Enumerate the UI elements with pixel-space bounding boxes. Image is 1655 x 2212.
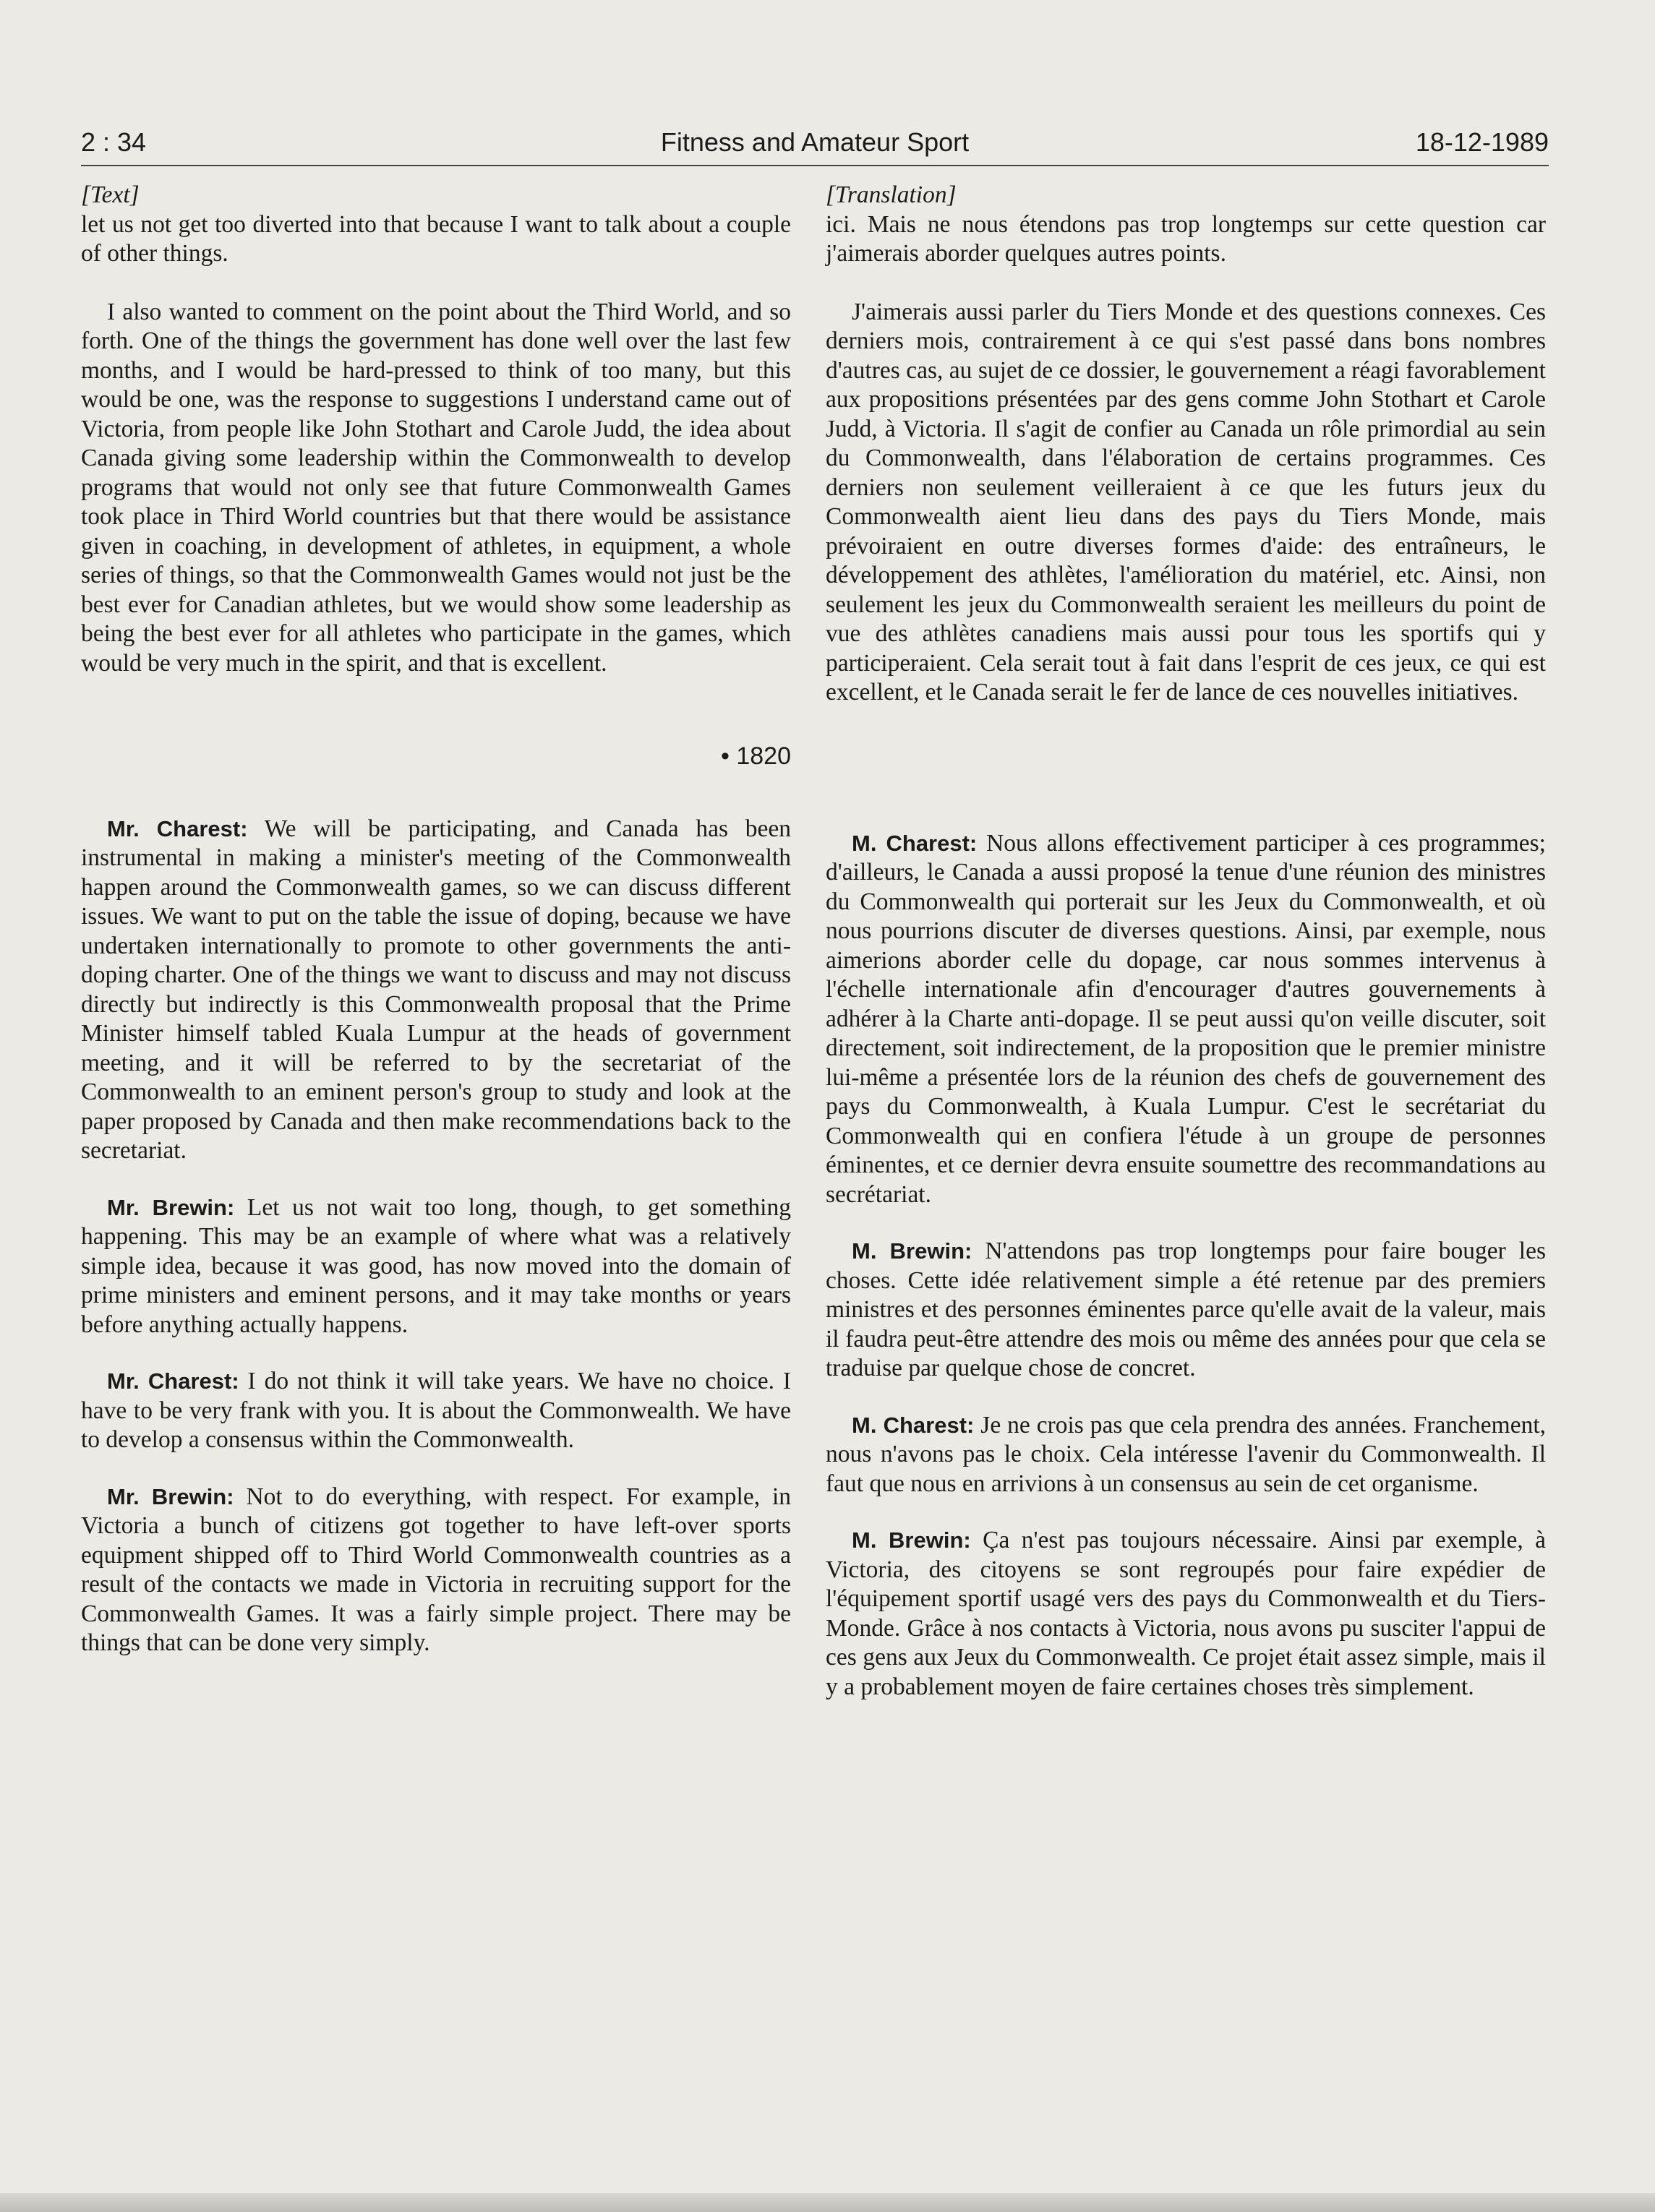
speech-charest-2 [81,1367,791,1455]
speech-text: We will be participating, and Canada has been instrumental in making a minister's meeting of the Commonwealth happen around the Commonwealth games, so we can discuss different issues. We want to put on the table the issue of doping, because we have undertaken internationally to promote to other governments the anti-doping charter. One of the things we want to discuss and may not discuss directly but indirectly is this Commonwealth proposal that the Prime Minister himself tabled Kuala Lumpur at the heads of government meeting, and it will be referred to by the secretariat of the Commonwealth to an eminent person's group to study and look at the paper proposed by Canada and then make recommendations back to the secretariat. [81,815,791,1164]
speaker-name: M. Brewin: [852,1527,971,1553]
continued-paragraph: ici. Mais ne nous étendons pas trop longtemps sur cette question car j'aimerais aborder quelques autres points. [826,210,1546,267]
header-rule [81,165,1549,166]
speech-text: Let us not wait too long, though, to get something happening. This may be an example of where what was a relatively simple idea, because it was good, has now moved into the domain of prime ministers and eminent persons, and it may take months or years before anything actually happens. [81,1193,791,1338]
header-date: 18-12-1989 [1415,127,1549,157]
speaker-name: M. Charest: [852,830,978,856]
speech-brewin-2 [81,1483,791,1658]
speaker-name: M. Brewin: [852,1238,972,1264]
speech-text: Not to do everything, with respect. For example, in Victoria a bunch of citizens got together to have left-over sports equipment shipped off to Third World Commonwealth countries as a result of the contacts we made in Victoria in recruiting support for the Commonwealth Games. It was a fairly simple project. There may be things that can be done very simply. [81,1483,791,1656]
french-column [826,181,1546,1729]
speech-charest-1 [826,829,1546,1210]
speech-text: Nous allons effectivement participer à ces programmes; d'ailleurs, le Canada a aussi proposé la tenue d'une réunion des ministres du Commonwealth qui porterait sur les Jeux du Commonwealth, et où nous pourrions discuter de diverses questions. Ainsi, par exemple, nous aimerions aborder celle du dopage, car nous sommes intervenus à l'échelle internationale afin d'encourager d'autres gouvernements à adhérer à la Charte anti-dopage. Il se peut aussi qu'on veille discuter, soit directement, soit indirectement, de la proposition que le premier ministre lui-même a présentée lors de la réunion des chefs de gouvernement des pays du Commonwealth, à Kuala Lumpur. C'est le secrétariat du Commonwealth qui en confiera l'étude à un groupe de personnes éminentes, et ce dernier devra ensuite soumettre des recommandations au secrétariat. [826,829,1546,1208]
third-world-paragraph: I also wanted to comment on the point about the Third World, and so forth. One of the things the government has done well over the last few months, and I would be hard-pressed to think of too many, but this would be one, was the response to suggestions I understand came out of Victoria, from people like John Stothart and Carole Judd, the idea about Canada giving some leadership within the Commonwealth to develop programs that would not only see that future Commonwealth Games took place in Third World countries but that there would be assistance given in coaching, in development of athletes, in equipment, a whole series of things, so that the Commonwealth Games would not just be the best ever for Canadian athletes, but we would show some leadership as being the best ever for all athletes who participate in the games, which would be very much in the spirit, and that is excellent. [81,298,791,677]
speaker-name: M. Charest: [852,1412,975,1438]
page-number: 2 : 34 [81,127,147,157]
continued-paragraph: let us not get too diverted into that because I want to talk about a couple of other things. [81,210,791,267]
speech-text: Ça n'est pas toujours nécessaire. Ainsi par exemple, à Victoria, des citoyens se sont regroupés pour faire expédier de l'équipement sportif usagé vers des pays du Commonwealth et du Tiers-Monde. Grâce à nos contacts à Victoria, nous avons pu susciter l'appui de ces gens aux Jeux du Commonwealth. Ce projet était assez simple, mais il y a probablement moyen de faire certaines choses très simplement. [826,1527,1546,1700]
text-label: [Text] [81,181,140,208]
speech-brewin-2 [826,1526,1546,1702]
speech-text: Je ne crois pas que cela prendra des années. Franchement, nous n'avons pas le choix. Cela intéresse l'avenir du Commonwealth. Il faut que nous en arrivions à un consensus au sein de cet organisme. [826,1411,1547,1497]
speech-brewin-1 [81,1193,791,1340]
speaker-name: Mr. Brewin: [107,1483,234,1509]
speaker-name: Mr. Charest: [107,815,248,841]
speaker-name: Mr. Brewin: [107,1194,235,1220]
tiers-monde-paragraph: J'aimerais aussi parler du Tiers Monde et des questions connexes. Ces derniers mois, contrairement à ce qui s'est passé dans bons nombres d'autres cas, au sujet de ce dossier, le gouvernement a réagi favorablement aux propositions présentées par des gens comme John Stothart et Carole Judd, à Victoria. Il s'agit de confier au Canada un rôle primordial au sein du Commonwealth, dans l'élaboration de certains programmes. Ces derniers non seulement veilleraient à ce que les futurs jeux du Commonwealth aient lieu dans des pays du Tiers Monde, mais prévoiraient en outre diverses formes d'aide: des entraîneurs, le développement des athlètes, l'amélioration du matériel, etc. Ainsi, non seulement les jeux du Commonwealth seraient les meilleurs du point de vue des athlètes canadiens mais aussi pour tous les sportifs qui y participeraient. Cela serait tout à fait dans l'esprit de ces jeux, ce qui est excellent, et le Canada serait le fer de lance de ces nouvelles initiatives. [826,298,1546,706]
english-column [81,181,791,1686]
speaker-name: Mr. Charest: [107,1368,239,1394]
speech-charest-2 [826,1411,1546,1499]
speech-text: N'attendons pas trop longtemps pour faire bouger les choses. Cette idée relativement simple a été retenue par des premiers ministres et des personnes éminentes parce qu'elle avait de la valeur, mais il faudra peut-être attendre des mois ou même des années pour que cela se traduise par quelque chose de concret. [826,1238,1546,1381]
translation-label: [Translation] [826,181,957,208]
time-marker: • 1820 [721,742,791,770]
speech-charest-1 [81,815,791,1166]
header-title: Fitness and Amateur Sport [660,127,970,157]
running-header [81,123,1549,166]
page-edge-shadow [0,2193,1655,2212]
speech-brewin-1 [826,1237,1546,1384]
speech-text: I do not think it will take years. We have no choice. I have to be very frank with you. It is about the Commonwealth. We have to develop a consensus within the Commonwealth. [81,1368,791,1453]
